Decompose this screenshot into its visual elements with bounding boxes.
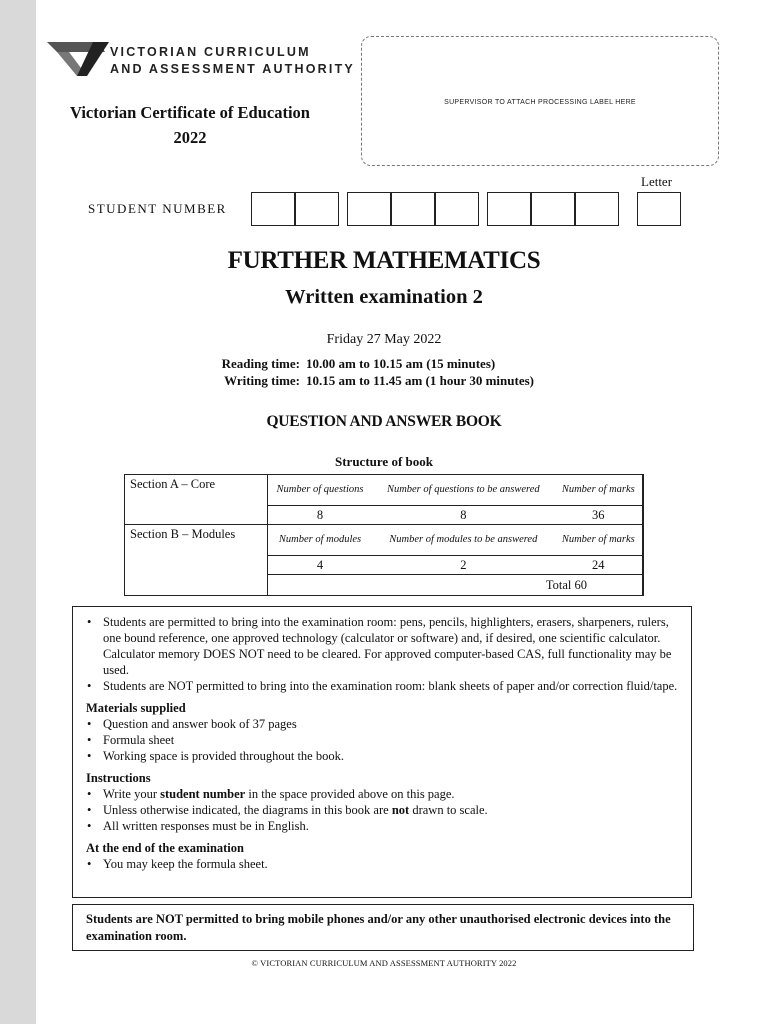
section-b-value-3: 24 [555, 556, 643, 575]
processing-label-area [361, 36, 719, 166]
section-b-value-1: 4 [268, 556, 373, 575]
student-number-digit-box[interactable] [531, 192, 575, 226]
list-item [86, 786, 681, 802]
section-a-name: Section A – Core [125, 475, 268, 525]
student-number-digit-box[interactable] [251, 192, 295, 226]
instructions-list [86, 786, 681, 834]
section-b-name: Section B – Modules [125, 525, 268, 596]
reading-time-row [212, 356, 534, 373]
list-item: • Question and answer book of 37 pages [86, 716, 681, 732]
instructions-box [72, 606, 692, 898]
writing-time-label: Writing time: [224, 372, 300, 388]
student-number-label: STUDENT NUMBER [88, 201, 227, 216]
section-b-header-2: Number of modules to be answered [372, 525, 555, 556]
section-b-value-2: 2 [372, 556, 555, 575]
student-number-digit-box[interactable] [487, 192, 531, 226]
devices-warning: Students are NOT permitted to bring mobile phones and/or any other unauthorised electronic devices into the examination room. [72, 904, 694, 951]
list-item: • Students are NOT permitted to bring into the examination room: blank sheets of paper and/or correction fluid/tape. [86, 678, 681, 694]
student-number-digit-box[interactable] [391, 192, 435, 226]
section-a-header-2: Number of questions to be answered [372, 475, 555, 506]
writing-time-value: 10.15 am to 11.45 am (1 hour 30 minutes) [306, 372, 534, 388]
student-number-digit-box[interactable] [295, 192, 339, 226]
certificate-year: 2022 [173, 128, 207, 147]
certificate-heading [40, 100, 340, 150]
student-number-digit-box[interactable] [435, 192, 479, 226]
total-marks: Total 60 [268, 575, 644, 596]
writing-time-row [212, 373, 534, 390]
certificate-name: Victorian Certificate of Education [70, 103, 310, 122]
permitted-list [86, 614, 681, 694]
section-a-value-3: 36 [555, 506, 643, 525]
reading-time-label: Reading time: [221, 356, 300, 371]
subject-title: FURTHER MATHEMATICS [227, 247, 541, 274]
end-of-exam-list [86, 856, 681, 872]
student-number-digit-box[interactable] [347, 192, 391, 226]
page-margin-bar [0, 0, 36, 1024]
section-b-header-1: Number of modules [268, 525, 373, 556]
paper-title: Written examination 2 [285, 286, 483, 308]
materials-list [86, 716, 681, 764]
instruction-text: in the space provided above on this page. [245, 787, 455, 801]
list-item [86, 802, 681, 818]
instruction-emphasis: student number [160, 787, 246, 801]
org-line-1: VICTORIAN CURRICULUM [110, 45, 311, 59]
letter-label: Letter [641, 174, 673, 189]
list-item: • All written responses must be in English. [86, 818, 681, 834]
reading-time-value: 10.00 am to 10.15 am (15 minutes) [306, 356, 496, 371]
exam-date: Friday 27 May 2022 [326, 332, 442, 347]
list-item: • Working space is provided throughout the book. [86, 748, 681, 764]
org-line-2: AND ASSESSMENT AUTHORITY [110, 62, 355, 76]
student-number-digit-box[interactable] [575, 192, 619, 226]
exam-times [212, 356, 534, 389]
structure-title: Structure of book [335, 454, 433, 469]
instruction-text: Write your [103, 787, 161, 801]
instructions-heading: Instructions [86, 771, 151, 785]
section-a-value-1: 8 [268, 506, 373, 525]
instruction-text: drawn to scale. [409, 803, 488, 817]
list-item: • You may keep the formula sheet. [86, 856, 681, 872]
copyright-notice: © VICTORIAN CURRICULUM AND ASSESSMENT AUTHORITY 2022 [251, 958, 517, 968]
organisation-name [110, 44, 355, 78]
instruction-emphasis: not [391, 803, 410, 817]
list-item: • Formula sheet [86, 732, 681, 748]
section-b-header-3: Number of marks [555, 525, 643, 556]
end-of-exam-heading: At the end of the examination [86, 841, 244, 855]
section-a-header-3: Number of marks [555, 475, 643, 506]
structure-table [124, 474, 644, 596]
materials-heading: Materials supplied [86, 701, 186, 715]
processing-label-text: SUPERVISOR TO ATTACH PROCESSING LABEL HERE [444, 99, 636, 106]
section-a-header-1: Number of questions [268, 475, 373, 506]
student-letter-box[interactable] [637, 192, 681, 226]
list-item: • Students are permitted to bring into the examination room: pens, pencils, highlighters, erasers, sharpeners, rulers, one bound reference, one approved technology (calculator or software) and, if desired, one scientific calculator. Calculator memory DOES NOT need to be cleared. For approved computer-based CAS, full functionality may be used. [86, 614, 681, 678]
instruction-text: Unless otherwise indicated, the diagrams in this book are [103, 803, 392, 817]
book-title: QUESTION AND ANSWER BOOK [266, 413, 502, 430]
section-a-value-2: 8 [372, 506, 555, 525]
